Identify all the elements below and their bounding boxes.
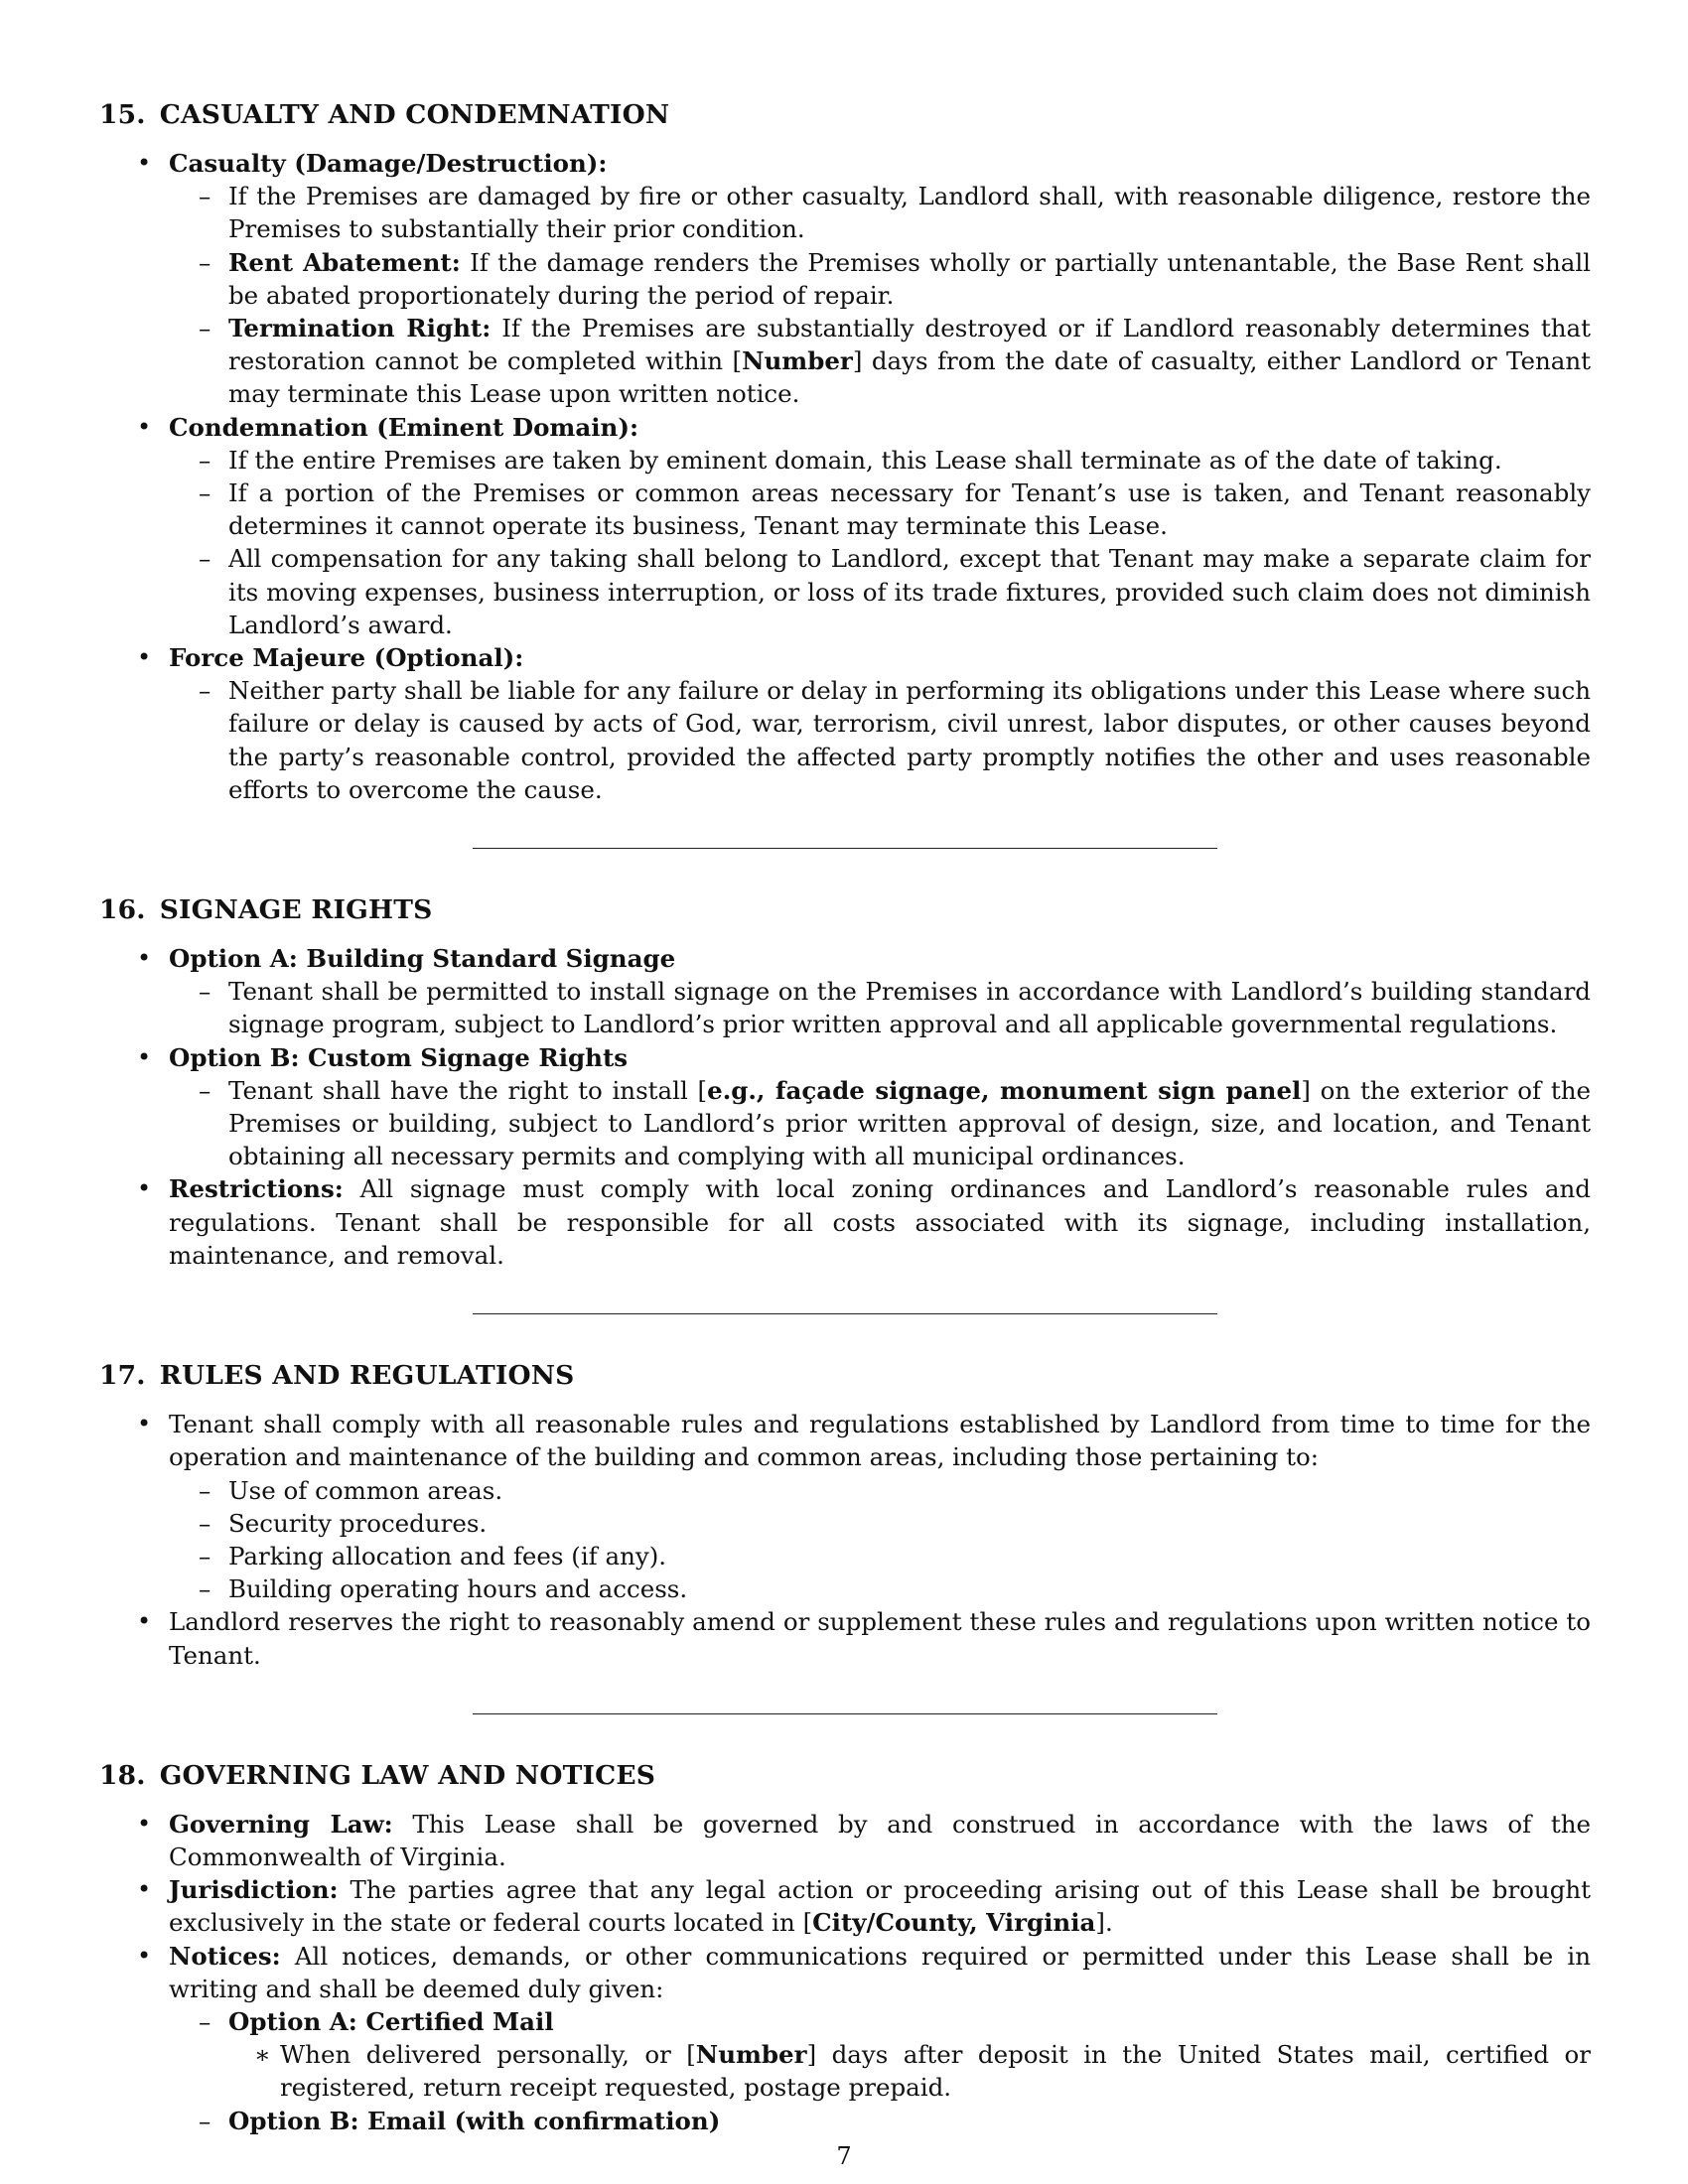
rules-sublist [169, 1474, 1591, 1606]
section-divider [473, 848, 1217, 849]
list-item-notice-option-b: – Option B: Email (with confirmation) [169, 2105, 1591, 2137]
list-item: – All compensation for any taking shall belong to Landlord, except that Tenant may make a separate claim for its moving expenses, business interruption, or loss of its trade fixtures, provided such claim does not diminish Landlord’s award. [169, 542, 1591, 641]
notices-sublist [169, 2005, 1591, 2137]
list-item-condemnation [99, 411, 1591, 641]
condemnation-heading: Condemnation (Eminent Domain): [169, 412, 638, 442]
list-item: – Building operating hours and access. [169, 1572, 1591, 1605]
option-a-heading: Option A: Building Standard Signage [169, 944, 676, 974]
list-item: – Tenant shall be permitted to install signage on the Premises in accordance with Landlord’s building standard signage program, subject to Landlord’s prior written approval and all applicable governmental regulations. [169, 975, 1591, 1040]
section-15-heading: 15. CASUALTY AND CONDEMNATION [99, 99, 670, 130]
placeholder-field: Number [695, 2040, 807, 2070]
list-item: ∗ When delivered personally, or [Number] days after deposit in the United States mail, certified or registered, return receipt requested, postage prepaid. [228, 2038, 1591, 2104]
list-item-restrictions: • Restrictions: All signage must comply with local zoning ordinances and Landlord’s reasonable rules and regulations. Tenant shall be responsible for all costs associated with its signage, including installation, maintenance, and removal. [99, 1172, 1591, 1272]
list-item-option-b [99, 1041, 1591, 1173]
section-17-heading: 17. RULES AND REGULATIONS [99, 1360, 575, 1392]
section-16-list [99, 942, 1591, 1272]
list-item: • Landlord reserves the right to reasonably amend or supplement these rules and regulations upon written notice to Tenant. [99, 1605, 1591, 1671]
section-17 [99, 1356, 1591, 1672]
placeholder-field: e.g., façade signage, monument sign panel [707, 1075, 1302, 1105]
list-item: – Tenant shall have the right to install [e.g., façade signage, monument sign panel] on the exterior of the Premises or building, subject to Landlord’s prior written approval of design, size, and location, and Tenant obtaining all necessary permits and complying with all municipal ordinances. [169, 1074, 1591, 1173]
list-item: – If the Premises are damaged by fire or other casualty, Landlord shall, with reasonable diligence, restore the Premises to substantially their prior condition. [169, 180, 1591, 245]
page-number: 7 [836, 2142, 852, 2170]
condemnation-sublist [169, 444, 1591, 641]
section-15 [99, 95, 1591, 806]
list-item-option-a [99, 942, 1591, 1041]
section-16-heading: 16. SIGNAGE RIGHTS [99, 894, 433, 926]
list-item: – Security procedures. [169, 1507, 1591, 1540]
section-18 [99, 1756, 1591, 2137]
list-item: – Parking allocation and fees (if any). [169, 1540, 1591, 1572]
placeholder-field: City/County, Virginia [812, 1908, 1096, 1938]
list-item-notice-option-a: – Option A: Certified Mail ∗ When delivered personally, or [Number] days after deposit in the United States mail, certified or registered, return receipt requested, postage prepaid. [169, 2005, 1591, 2105]
force-majeure-sublist [169, 674, 1591, 806]
list-item: – Neither party shall be liable for any failure or delay in performing its obligations under this Lease where such failure or delay is caused by acts of God, war, terrorism, civil unrest, labor disputes, or other causes beyond the party’s reasonable control, provided the affected party promptly notifies the other and uses reasonable efforts to overcome the cause. [169, 674, 1591, 806]
casualty-heading: Casualty (Damage/Destruction): [169, 149, 608, 178]
section-divider [473, 1313, 1217, 1314]
section-18-heading: 18. GOVERNING LAW AND NOTICES [99, 1759, 656, 1791]
list-item-governing-law: • Governing Law: This Lease shall be governed by and construed in accordance with the laws of the Commonwealth of Virginia. [99, 1808, 1591, 1873]
section-16 [99, 890, 1591, 1272]
list-item-jurisdiction: • Jurisdiction: The parties agree that any legal action or proceeding arising out of this Lease shall be brought exclusively in the state or federal courts located in [City/County, Virginia]. [99, 1873, 1591, 1939]
list-item-notices: • Notices: All notices, demands, or other communications required or permitted under this Lease shall be in writing and shall be deemed duly given: – Option A: Certified Mail ∗ When delivered personally, or [Number] days after deposit in the United States mail, certified or registered, return receipt requested, postage prepaid. – Option B: Email (with confirmation) [99, 1940, 1591, 2137]
list-item: • Tenant shall comply with all reasonable rules and regulations established by Landlord from time to time for the operation and maintenance of the building and common areas, including those pertaining to: – Use of common areas. – Security procedures. – Parking allocation and fees (if any). – Building operating hours and access. [99, 1408, 1591, 1605]
list-item: – If the entire Premises are taken by eminent domain, this Lease shall terminate as of the date of taking. [169, 444, 1591, 477]
list-item-rent-abatement: – Rent Abatement: If the damage renders the Premises wholly or partially untenantable, the Base Rent shall be abated proportionately during the period of repair. [169, 246, 1591, 312]
list-item: – Use of common areas. [169, 1474, 1591, 1507]
section-18-list [99, 1808, 1591, 2137]
section-17-list [99, 1408, 1591, 1672]
option-b-sublist [169, 1074, 1591, 1173]
option-a-sublist [169, 975, 1591, 1040]
list-item-termination-right: – Termination Right: If the Premises are substantially destroyed or if Landlord reasonably determines that restoration cannot be completed within [Number] days from the date of casualty, either Landlord or Tenant may terminate this Lease upon written notice. [169, 312, 1591, 411]
list-item-force-majeure [99, 641, 1591, 806]
force-majeure-heading: Force Majeure (Optional): [169, 643, 524, 673]
option-b-heading: Option B: Custom Signage Rights [169, 1042, 629, 1072]
placeholder-field: Number [742, 346, 853, 376]
document-body [99, 95, 1591, 2137]
casualty-sublist [169, 180, 1591, 410]
section-15-list [99, 147, 1591, 806]
list-item: – If a portion of the Premises or common areas necessary for Tenant’s use is taken, and Tenant reasonably determines it cannot operate its business, Tenant may terminate this Lease. [169, 477, 1591, 542]
list-item-casualty [99, 147, 1591, 411]
notice-option-a-sublist [228, 2038, 1591, 2104]
section-divider [473, 1713, 1217, 1714]
